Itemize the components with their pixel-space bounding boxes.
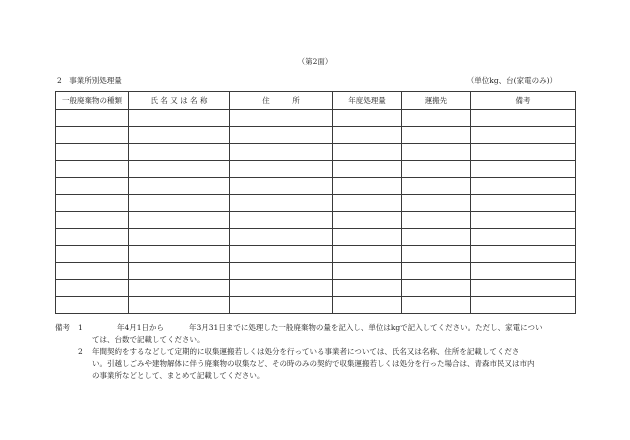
notes-heading: 備考: [55, 323, 70, 332]
note-item-2: [55, 346, 585, 358]
table-cell[interactable]: [56, 161, 129, 178]
table-row: [56, 280, 576, 297]
table-cell[interactable]: [56, 144, 129, 161]
table-row: [56, 246, 576, 263]
table-cell[interactable]: [402, 280, 471, 297]
table-row: [56, 195, 576, 212]
remarks-section: [55, 322, 585, 382]
table-cell[interactable]: [56, 127, 129, 144]
note-item-1: [55, 322, 585, 334]
table-cell[interactable]: [56, 229, 129, 246]
note-text: い。引越しごみや建物解体に伴う廃棄物の収集など、その時のみの契約で収集運搬若しくは処分を行った場合は、青森市民又は市内: [92, 359, 535, 368]
table-cell[interactable]: [402, 297, 471, 314]
table-cell[interactable]: [471, 297, 576, 314]
table-row: [56, 127, 576, 144]
table-cell[interactable]: [230, 246, 333, 263]
table-cell[interactable]: [333, 110, 402, 127]
table-cell[interactable]: [402, 195, 471, 212]
table-cell[interactable]: [230, 195, 333, 212]
note-text: 年3月31日までに処理した一般廃棄物の量を記入し、単位はkgで記入してください。ただし、家電につい: [189, 323, 543, 332]
table-cell[interactable]: [471, 246, 576, 263]
table-cell[interactable]: [56, 212, 129, 229]
table-row: [56, 110, 576, 127]
table-row: [56, 178, 576, 195]
table-cell[interactable]: [129, 127, 230, 144]
table-cell[interactable]: [230, 229, 333, 246]
note-item-2-continuation: [55, 358, 585, 370]
table-cell[interactable]: [230, 280, 333, 297]
table-cell[interactable]: [471, 161, 576, 178]
table-cell[interactable]: [230, 178, 333, 195]
note-number: 1: [78, 323, 83, 332]
table-cell[interactable]: [333, 127, 402, 144]
note-item-1-continuation: [55, 334, 585, 346]
units-note: （単位kg、台(家電のみ)）: [466, 76, 557, 85]
table-cell[interactable]: [129, 212, 230, 229]
table-cell[interactable]: [402, 246, 471, 263]
table-cell[interactable]: [471, 110, 576, 127]
table-cell[interactable]: [129, 246, 230, 263]
table-cell[interactable]: [333, 212, 402, 229]
header-address: 住 所: [230, 92, 333, 110]
table-row: [56, 297, 576, 314]
table-cell[interactable]: [402, 110, 471, 127]
note-item-2-continuation: [55, 370, 585, 382]
page-number-label: （第2面）: [297, 57, 333, 66]
table-cell[interactable]: [129, 263, 230, 280]
table-cell[interactable]: [471, 127, 576, 144]
table-cell[interactable]: [56, 280, 129, 297]
table-cell[interactable]: [402, 263, 471, 280]
note-number: 2: [78, 347, 83, 356]
table-cell[interactable]: [230, 161, 333, 178]
note-text: ては、台数で記載してください。: [92, 335, 205, 344]
table-cell[interactable]: [471, 263, 576, 280]
table-cell[interactable]: [333, 280, 402, 297]
table-cell[interactable]: [402, 144, 471, 161]
table-cell[interactable]: [129, 195, 230, 212]
table-row: [56, 144, 576, 161]
table-row: [56, 161, 576, 178]
table-cell[interactable]: [230, 127, 333, 144]
table-cell[interactable]: [129, 144, 230, 161]
table-cell[interactable]: [471, 178, 576, 195]
disposal-volume-table: [55, 91, 576, 314]
header-destination: 運搬先: [402, 92, 471, 110]
section-title: 2 事業所別処理量: [57, 76, 122, 85]
table-body: [56, 110, 576, 314]
table-header-row: [56, 92, 576, 110]
table-cell[interactable]: [56, 178, 129, 195]
table-row: [56, 263, 576, 280]
table-cell[interactable]: [333, 178, 402, 195]
header-annual-volume: 年度処理量: [333, 92, 402, 110]
table-cell[interactable]: [230, 263, 333, 280]
table-row: [56, 229, 576, 246]
table-cell[interactable]: [129, 280, 230, 297]
table-cell[interactable]: [471, 280, 576, 297]
header-name: 氏 名 又 は 名 称: [129, 92, 230, 110]
table-cell[interactable]: [129, 297, 230, 314]
table-cell[interactable]: [333, 297, 402, 314]
table-cell[interactable]: [129, 178, 230, 195]
table-cell[interactable]: [56, 263, 129, 280]
header-waste-type: 一般廃棄物の種類: [56, 92, 129, 110]
table-cell[interactable]: [56, 195, 129, 212]
table-cell[interactable]: [333, 246, 402, 263]
table-cell[interactable]: [333, 161, 402, 178]
table-row: [56, 212, 576, 229]
note-text: の事業所などとして、まとめて記載してください。: [92, 371, 265, 380]
table-cell[interactable]: [402, 127, 471, 144]
table-cell[interactable]: [333, 195, 402, 212]
table-cell[interactable]: [402, 178, 471, 195]
header-remarks: 備考: [471, 92, 576, 110]
table-cell[interactable]: [402, 229, 471, 246]
table-cell[interactable]: [129, 229, 230, 246]
table-cell[interactable]: [56, 246, 129, 263]
table-cell[interactable]: [230, 110, 333, 127]
table-cell[interactable]: [402, 212, 471, 229]
table-cell[interactable]: [333, 263, 402, 280]
note-text: 年間契約をするなどして定期的に収集運搬若しくは処分を行っている事業者については、氏名又は名称、住所を記載してくださ: [92, 347, 520, 356]
table-cell[interactable]: [471, 229, 576, 246]
table-cell[interactable]: [230, 144, 333, 161]
table-cell[interactable]: [402, 161, 471, 178]
table-cell[interactable]: [129, 110, 230, 127]
table-cell[interactable]: [230, 297, 333, 314]
table-cell[interactable]: [333, 144, 402, 161]
note-text: 年4月1日から: [117, 323, 165, 332]
table-cell[interactable]: [333, 229, 402, 246]
table-cell[interactable]: [471, 212, 576, 229]
table-cell[interactable]: [471, 144, 576, 161]
table-cell[interactable]: [56, 297, 129, 314]
table-cell[interactable]: [56, 110, 129, 127]
table-cell[interactable]: [230, 212, 333, 229]
table-cell[interactable]: [129, 161, 230, 178]
table-cell[interactable]: [471, 195, 576, 212]
